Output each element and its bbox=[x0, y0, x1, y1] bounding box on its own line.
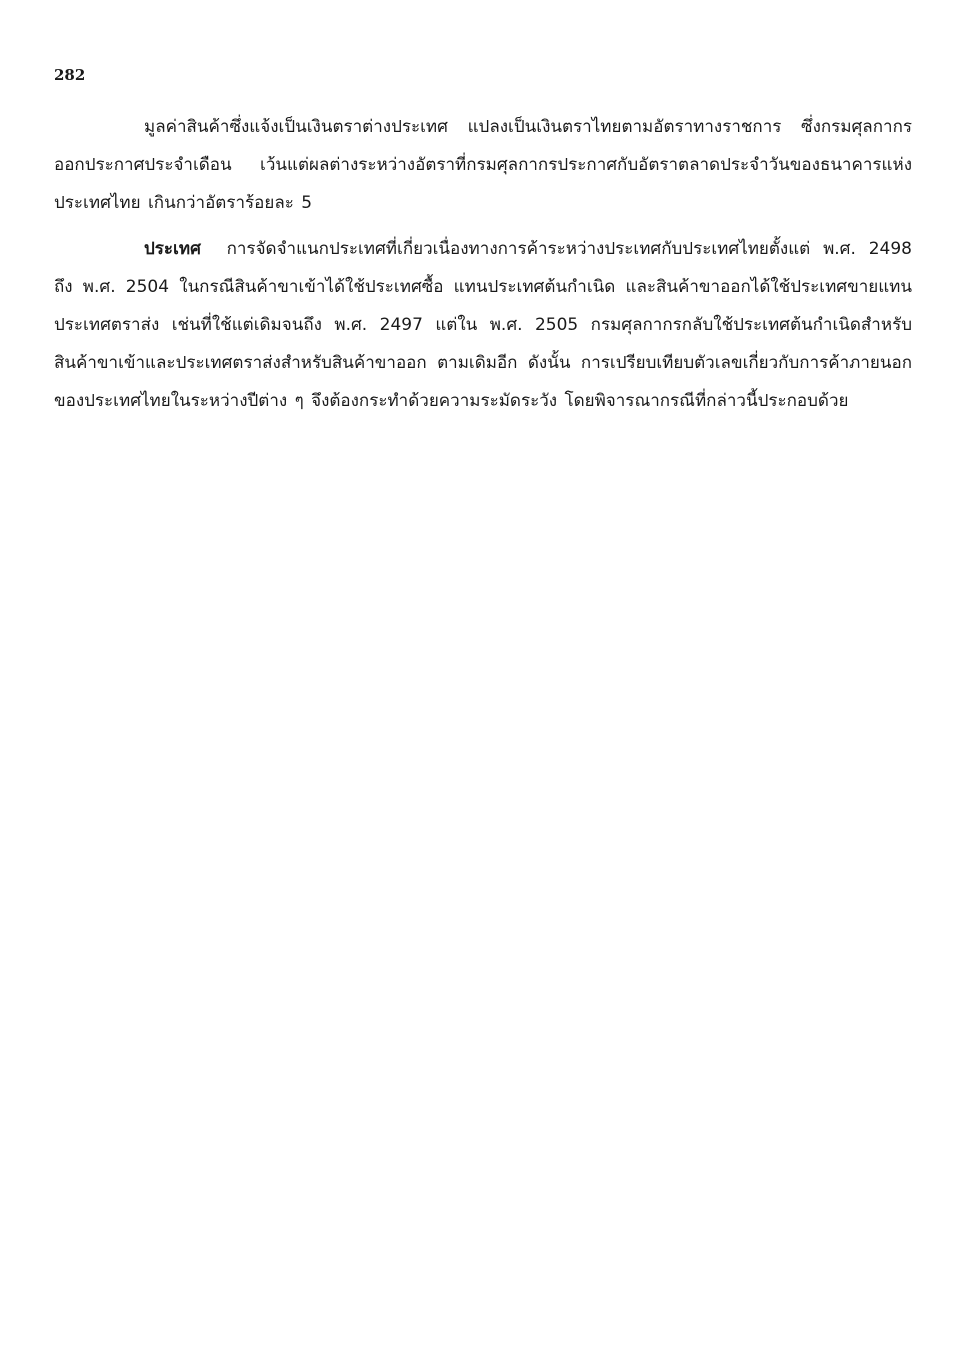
paragraph-text: มูลค่าสินค้าซึ่งแจ้งเป็นเงินตราต่างประเทศ แปลงเป็นเงินตราไทยตามอัตราทางราชการ ซึ่งกรมศุลกากรออกประกาศประจำเดือน เว้นแต่ผลต่างระหว่างอัตราที่กรมศุลกากรประกาศกับอัตราตลาดประจำวันของธนาคารแห่งประเทศไทย เกินกว่าอัตราร้อยละ 5 bbox=[54, 117, 912, 213]
paragraph-text: การจัดจำแนกประเทศที่เกี่ยวเนื่องทางการค้าระหว่างประเทศกับประเทศไทยตั้งแต่ พ.ศ. 2498 ถึง พ.ศ. 2504 ในกรณีสินค้าขาเข้าได้ใช้ประเทศซื้อ แทนประเทศต้นกำเนิด และสินค้าขาออกได้ใช้ประเทศขายแทนประเทศตราส่ง เช่นที่ใช้แต่เดิมจนถึง พ.ศ. 2497 แต่ใน พ.ศ. 2505 กรมศุลกากรกลับใช้ประเทศต้นกำเนิดสำหรับสินค้าขาเข้าและประเทศตราส่งสำหรับสินค้าขาออก ตามเดิมอีก ดังนั้น การเปรียบเทียบตัวเลขเกี่ยวกับการค้าภายนอกของประเทศไทยในระหว่างปีต่าง ๆ จึงต้องกระทำด้วยความระมัดระวัง โดยพิจารณากรณีที่กล่าวนี้ประกอบด้วย bbox=[54, 239, 912, 411]
paragraph-exchange-rate bbox=[54, 108, 912, 222]
document-body bbox=[54, 108, 912, 420]
paragraph-lead-term: ประเทศ bbox=[144, 239, 201, 259]
paragraph-country bbox=[54, 230, 912, 420]
page-number: 282 bbox=[54, 66, 86, 84]
